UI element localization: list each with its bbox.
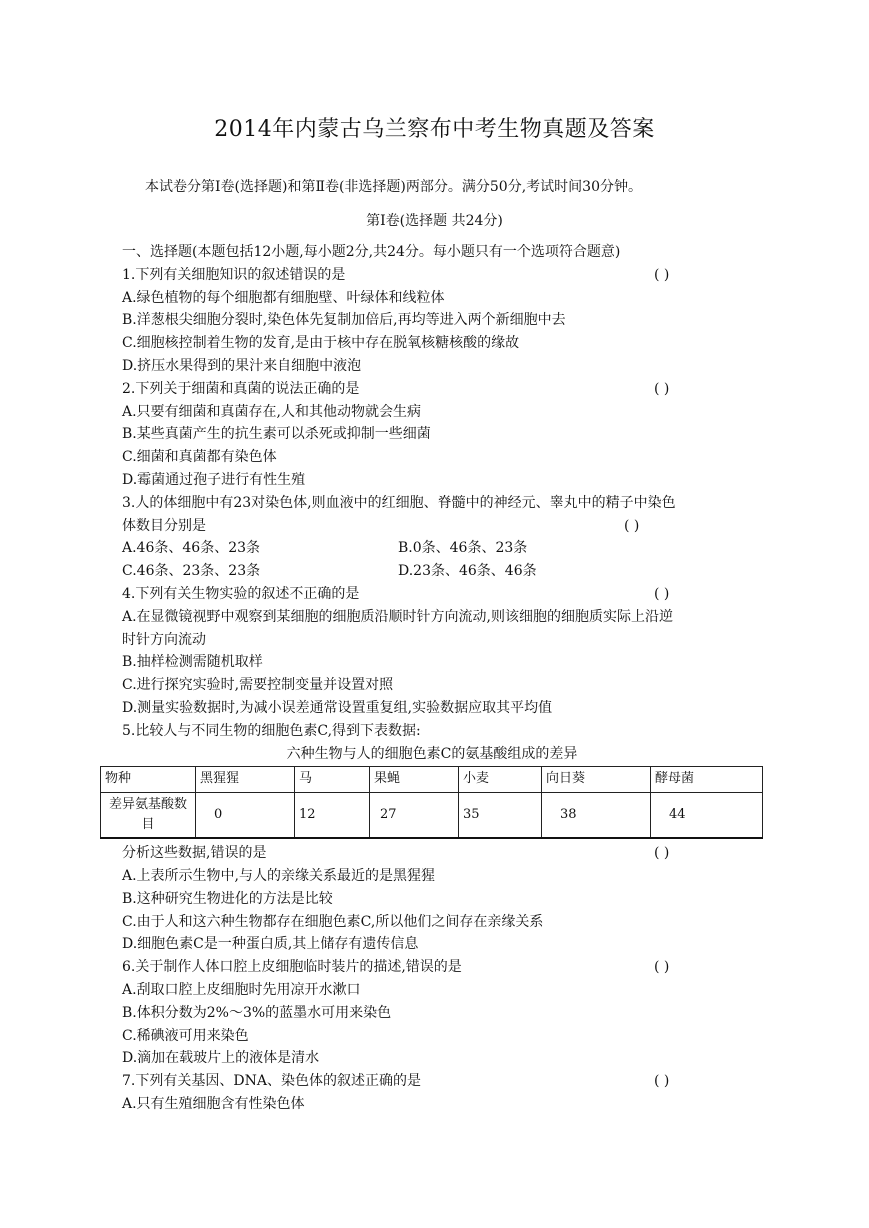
table-header-cell: 马 <box>295 767 370 793</box>
q4-option-a-line2: 时针方向流动 <box>122 631 206 648</box>
table-header-cell: 酵母菌 <box>651 767 763 793</box>
part-one-heading: 第Ⅰ卷(选择题 共24分) <box>366 213 503 229</box>
page-title: 2014年内蒙古乌兰察布中考生物真题及答案 <box>214 117 655 142</box>
question-5-stem-2: 分析这些数据,错误的是 <box>122 845 267 862</box>
question-3-stem-line1: 3.人的体细胞中有23对染色体,则血液中的红细胞、脊髓中的神经元、睾丸中的精子中染色 <box>122 494 676 511</box>
question-3-stem-line2: 体数目分别是 <box>122 517 206 534</box>
table-cell: 44 <box>651 793 763 839</box>
table-header-cell: 黑猩猩 <box>196 767 295 793</box>
question-1 <box>122 264 742 287</box>
q4-option-a-line1: A.在显微镜视野中观察到某细胞的细胞质沿顺时针方向流动,则该细胞的细胞质实际上沿逆 <box>122 608 674 625</box>
question-5-stem: 5.比较人与不同生物的细胞色素C,得到下表数据: <box>122 722 421 739</box>
table-cell: 35 <box>459 793 542 839</box>
question-4-stem: 4.下列有关生物实验的叙述不正确的是 <box>122 585 360 602</box>
q2-option-b: B.某些真菌产生的抗生素可以杀死或抑制一些细菌 <box>122 426 431 443</box>
q6-option-a: A.刮取口腔上皮细胞时先用凉开水漱口 <box>122 981 361 998</box>
q5-option-d: D.细胞色素C是一种蛋白质,其上储存有遗传信息 <box>122 936 419 953</box>
answer-bracket: ( ) <box>654 266 670 283</box>
question-2-stem: 2.下列关于细菌和真菌的说法正确的是 <box>122 380 360 397</box>
table-header-row <box>101 767 763 793</box>
q5-option-a: A.上表所示生物中,与人的亲缘关系最近的是黑猩猩 <box>122 867 436 884</box>
q3-option-b: B.0条、46条、23条 <box>398 540 528 557</box>
q4-option-c: C.进行探究实验时,需要控制变量并设置对照 <box>122 677 394 694</box>
q6-option-c: C.稀碘液可用来染色 <box>122 1027 249 1044</box>
cytochrome-c-table <box>100 766 763 839</box>
q3-option-c: C.46条、23条、23条 <box>122 563 261 580</box>
q4-option-b: B.抽样检测需随机取样 <box>122 654 263 671</box>
answer-bracket: ( ) <box>654 585 670 602</box>
question-4 <box>122 583 742 606</box>
q5-option-c: C.由于人和这六种生物都存在细胞色素C,所以他们之间存在亲缘关系 <box>122 913 544 930</box>
table-cell: 38 <box>542 793 651 839</box>
question-2 <box>122 378 742 401</box>
table-cell: 12 <box>295 793 370 839</box>
q1-option-d: D.挤压水果得到的果汁来自细胞中液泡 <box>122 357 362 374</box>
q2-option-c: C.细菌和真菌都有染色体 <box>122 449 277 466</box>
q6-option-b: B.体积分数为2%～3%的蓝墨水可用来染色 <box>122 1004 392 1021</box>
q1-option-a: A.绿色植物的每个细胞都有细胞壁、叶绿体和线粒体 <box>122 289 445 306</box>
q1-option-c: C.细胞核控制着生物的发育,是由于核中存在脱氧核糖核酸的缘故 <box>122 335 520 352</box>
q3-options-row-1 <box>122 537 742 560</box>
table-header-cell: 小麦 <box>459 767 542 793</box>
q1-option-b: B.洋葱根尖细胞分裂时,染色体先复制加倍后,再均等进入两个新细胞中去 <box>122 312 566 329</box>
table-cell: 0 <box>196 793 295 839</box>
answer-bracket: ( ) <box>654 959 670 976</box>
question-1-stem: 1.下列有关细胞知识的叙述错误的是 <box>122 266 346 283</box>
table-caption: 六种生物与人的细胞色素C的氨基酸组成的差异 <box>286 745 578 762</box>
q5-option-b: B.这种研究生物进化的方法是比较 <box>122 890 333 907</box>
table-cell: 27 <box>370 793 459 839</box>
q3-options-row-2 <box>122 560 742 583</box>
question-7-stem: 7.下列有关基因、DNA、染色体的叙述正确的是 <box>122 1073 421 1090</box>
question-7 <box>122 1070 742 1093</box>
exam-body <box>105 241 742 1116</box>
q4-option-d: D.测量实验数据时,为减小误差通常设置重复组,实验数据应取其平均值 <box>122 699 553 716</box>
answer-bracket: ( ) <box>654 845 670 862</box>
exam-intro: 本试卷分第Ⅰ卷(选择题)和第Ⅱ卷(非选择题)两部分。满分50分,考试时间30分钟。 <box>145 179 642 195</box>
table-header-cell: 向日葵 <box>542 767 651 793</box>
q2-option-a: A.只要有细菌和真菌存在,人和其他动物就会生病 <box>122 403 422 420</box>
q3-option-a: A.46条、46条、23条 <box>122 540 261 557</box>
q6-option-d: D.滴加在载玻片上的液体是清水 <box>122 1050 320 1067</box>
answer-bracket: ( ) <box>654 380 670 397</box>
question-6 <box>122 956 742 979</box>
question-6-stem: 6.关于制作人体口腔上皮细胞临时装片的描述,错误的是 <box>122 959 462 976</box>
question-3 <box>122 515 742 538</box>
question-5 <box>122 842 742 865</box>
q7-option-a: A.只有生殖细胞含有性染色体 <box>122 1095 305 1112</box>
table-header-cell: 物种 <box>101 767 196 793</box>
q2-option-d: D.霉菌通过孢子进行有性生殖 <box>122 471 306 488</box>
q3-option-d: D.23条、46条、46条 <box>398 563 537 580</box>
answer-bracket: ( ) <box>624 517 640 534</box>
table-header-cell: 果蝇 <box>370 767 459 793</box>
table-row <box>101 793 763 839</box>
section-heading: 一、选择题(本题包括12小题,每小题2分,共24分。每小题只有一个选项符合题意) <box>122 244 621 260</box>
table-row-label: 差异氨基酸数目 <box>101 793 196 839</box>
answer-bracket: ( ) <box>654 1073 670 1090</box>
